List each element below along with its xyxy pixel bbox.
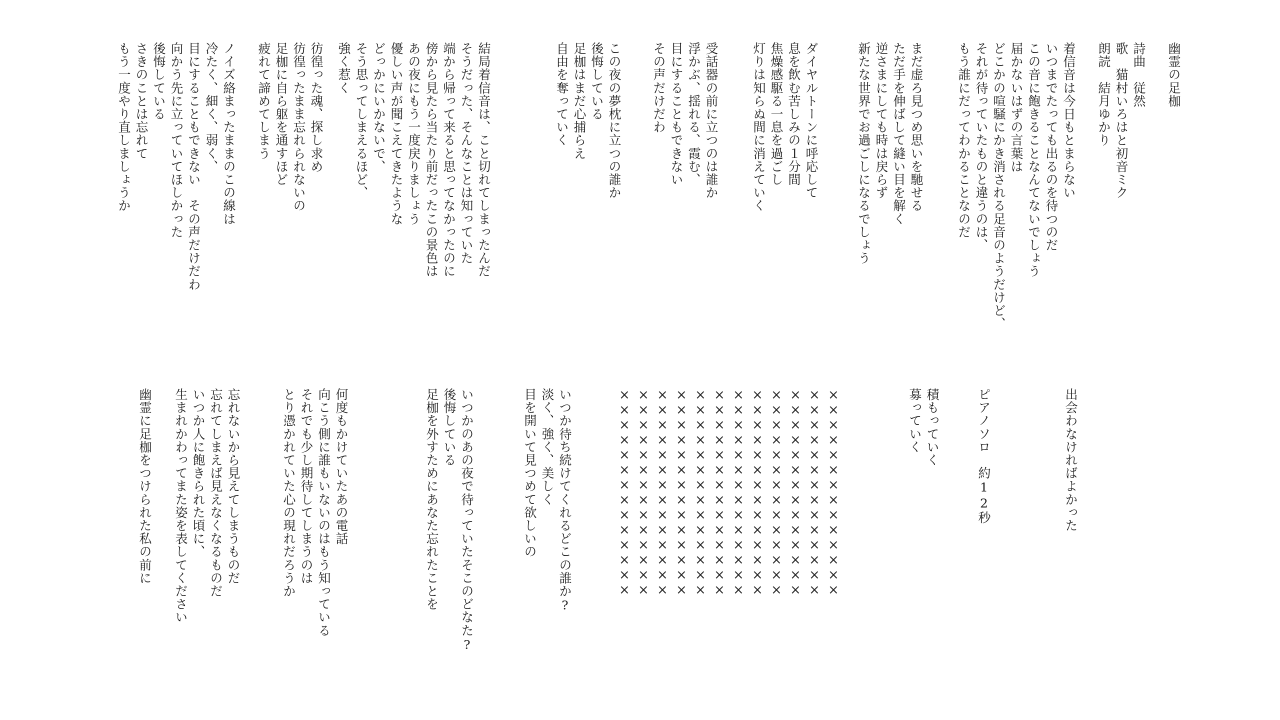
- lyric-line: 浮かぶ、揺れる、霞む、: [686, 42, 702, 187]
- lyric-line: もう一度やり直しましょうか: [116, 42, 132, 213]
- verse-2: [855, 42, 925, 265]
- lyric-line: 歌 猫村いろはと初音ミク: [1114, 42, 1129, 200]
- lyric-line: 朗読 結月ゆかり: [1096, 42, 1112, 147]
- cross-column: ××××××××××××××: [693, 388, 708, 598]
- lyric-line: それでも少し期待してしまうのは: [299, 388, 314, 585]
- lyric-line: 募っていく: [907, 388, 923, 454]
- lyric-line: まだ虚ろ見つめ思いを馳せる: [909, 42, 924, 213]
- lyric-line: あの夜にもう一度戻りましょう: [406, 42, 422, 226]
- lyric-line: 自由を奪っていく: [554, 42, 570, 147]
- lyric-line: もう誰にだってわかることなのだ: [956, 42, 972, 239]
- lyric-line: 着信音は今日もとまらない: [1061, 42, 1077, 200]
- lyric-line: 受話器の前に立つのは誰か: [704, 42, 719, 200]
- cross-column: ××××××××××××××: [788, 388, 803, 598]
- lyric-line: 目にすることもできない: [669, 42, 684, 187]
- lyric-line: いつかのあの夜で待っていたそこのどなた?: [459, 388, 475, 653]
- lyric-line: 灯りは知らぬ間に消えていく: [751, 42, 767, 213]
- lyric-line: ピアノソロ 約12秒: [976, 388, 992, 524]
- verse-itsuka-machi: [521, 388, 574, 613]
- cross-column: ××××××××××××××: [731, 388, 746, 598]
- lyric-line: そうだった、そんなことは知っていた: [459, 42, 474, 265]
- lyric-line: 届かないはずの言葉は: [1009, 42, 1024, 173]
- verse-4: [650, 42, 720, 199]
- lyric-line: 足枷に自ら躯を通すほど: [274, 42, 289, 187]
- lyric-line: 積もっていく: [925, 388, 940, 467]
- verse-8: [115, 42, 238, 291]
- lyric-line: 結局着信音は、こと切れてしまったんだ: [476, 42, 492, 278]
- lyric-line: 出会わなければよかった: [1063, 388, 1079, 533]
- lyric-line: 新たな世界でお過ごしになるでしょう: [856, 42, 872, 265]
- cross-column: ××××××××××××××: [636, 388, 651, 598]
- lyric-line: 息を飲む苦しみの１分間: [786, 42, 802, 187]
- lyric-line: 優しい声が聞こえてきたような: [389, 42, 404, 226]
- lyric-line: どこかの喧騒にかき消される足音のようだけど、: [991, 42, 1007, 331]
- lyric-line: 強く惹く: [336, 42, 352, 95]
- lyric-line: それが待っていたものと違うのは、: [974, 42, 989, 252]
- lyric-line: 逆さまにしても時は戻らず: [874, 42, 889, 200]
- lyric-line: 焦燥感駆る一息を過ごし: [769, 42, 784, 187]
- lyric-line: いつまでたっても出るのを待つのだ: [1044, 42, 1059, 252]
- lyric-line: 淡く、強く、美しく: [540, 388, 555, 506]
- lyric-line: 向かう先に立っていてほしかった: [169, 42, 184, 239]
- lyric-line: 忘れてしまえば見えなくなるものだ: [208, 388, 224, 598]
- cross-column: ××××××××××××××: [617, 388, 632, 598]
- lyric-line: さきのことは忘れて: [134, 42, 149, 160]
- lyric-line: いつか人に飽きられた頃に、: [191, 388, 206, 559]
- lyric-line: 彷徨ったまま忘れられないの: [291, 42, 307, 213]
- lyric-line: 幽霊に足枷をつけられた私の前に: [137, 388, 153, 585]
- lyric-line: 幽霊の足枷: [1166, 42, 1182, 108]
- line-deawanakereba: [1062, 388, 1080, 532]
- verse-itsukano-yoru: [423, 388, 476, 653]
- lyric-line: 目にすることもできない その声だけだわ: [186, 42, 202, 291]
- lyric-line: 目を開いて見つめて欲しいの: [522, 388, 538, 559]
- lyric-line: 後悔している: [442, 388, 457, 467]
- verse-6: [335, 42, 493, 278]
- lyric-line: ただ手を伸ばして縫い目を解く: [891, 42, 907, 226]
- crosses-grid: [617, 388, 843, 666]
- lyric-line: ダイヤルトーンに呼応して: [804, 42, 819, 200]
- lyric-line: 傍から見たら当たり前だったこの景色は: [424, 42, 439, 278]
- lyric-line: 足枷はまだ心捕らえ: [572, 42, 587, 160]
- lyric-line: 端から帰って来ると思ってなかったのに: [441, 42, 457, 278]
- verse-wasurenai: [172, 388, 242, 624]
- closing-line: [136, 388, 154, 585]
- verse-3: [750, 42, 820, 212]
- lyric-line: [1148, 42, 1166, 199]
- lyric-line: 冷たく、細く、弱く、: [204, 42, 219, 173]
- cross-column: ××××××××××××××: [769, 388, 784, 598]
- cross-column: ××××××××××××××: [807, 388, 822, 598]
- lyric-line: 後悔している: [151, 42, 167, 121]
- verse-7: [255, 42, 325, 212]
- lyric-line: 生まれかわってまた姿を表してください: [173, 388, 189, 624]
- verse-1: [955, 42, 1078, 330]
- cross-column: ××××××××××××××: [826, 388, 841, 598]
- lyric-line: そう思ってしまえるほど、: [354, 42, 369, 200]
- lyric-line: ノイズ絡まったままのこの線は: [221, 42, 237, 226]
- lyric-line: いつか待ち続けてくれるどこの誰か?: [557, 388, 573, 614]
- lyric-line: 足枷を外すためにあなた忘れたことを: [424, 388, 440, 611]
- lyric-line: この夜の夢枕に立つの誰か: [607, 42, 622, 200]
- cross-column: ××××××××××××××: [674, 388, 689, 598]
- lyric-line: 何度もかけていたあの電話: [334, 388, 349, 546]
- lyric-line: どっかにいかないで、: [371, 42, 387, 173]
- verse-tsumotteiku: [906, 388, 941, 467]
- cross-column: ××××××××××××××: [655, 388, 670, 598]
- lyric-line: とり憑かれていた心の現れだろうか: [281, 388, 297, 598]
- cross-column: ××××××××××××××: [712, 388, 727, 598]
- title-credits: [1095, 42, 1183, 199]
- verse-nandomo: [280, 388, 350, 637]
- lyric-line: 詩曲 従然: [1131, 42, 1147, 108]
- lyric-line: 向こう側に誰もいないのはもう知っている: [316, 388, 332, 637]
- lyric-line: 忘れないから見えてしまうものだ: [226, 388, 241, 585]
- lyric-line: 彷徨った魂、探し求め: [309, 42, 324, 173]
- cross-column: ××××××××××××××: [750, 388, 765, 598]
- lyric-line: 疲れて諦めてしまう: [256, 42, 272, 160]
- lyric-line: この音に飽きることなんてないでしょう: [1026, 42, 1042, 278]
- lyric-line: 後悔している: [589, 42, 605, 121]
- lyric-line: その声だけだわ: [651, 42, 667, 134]
- piano-solo-note: [975, 388, 993, 524]
- verse-5: [553, 42, 623, 199]
